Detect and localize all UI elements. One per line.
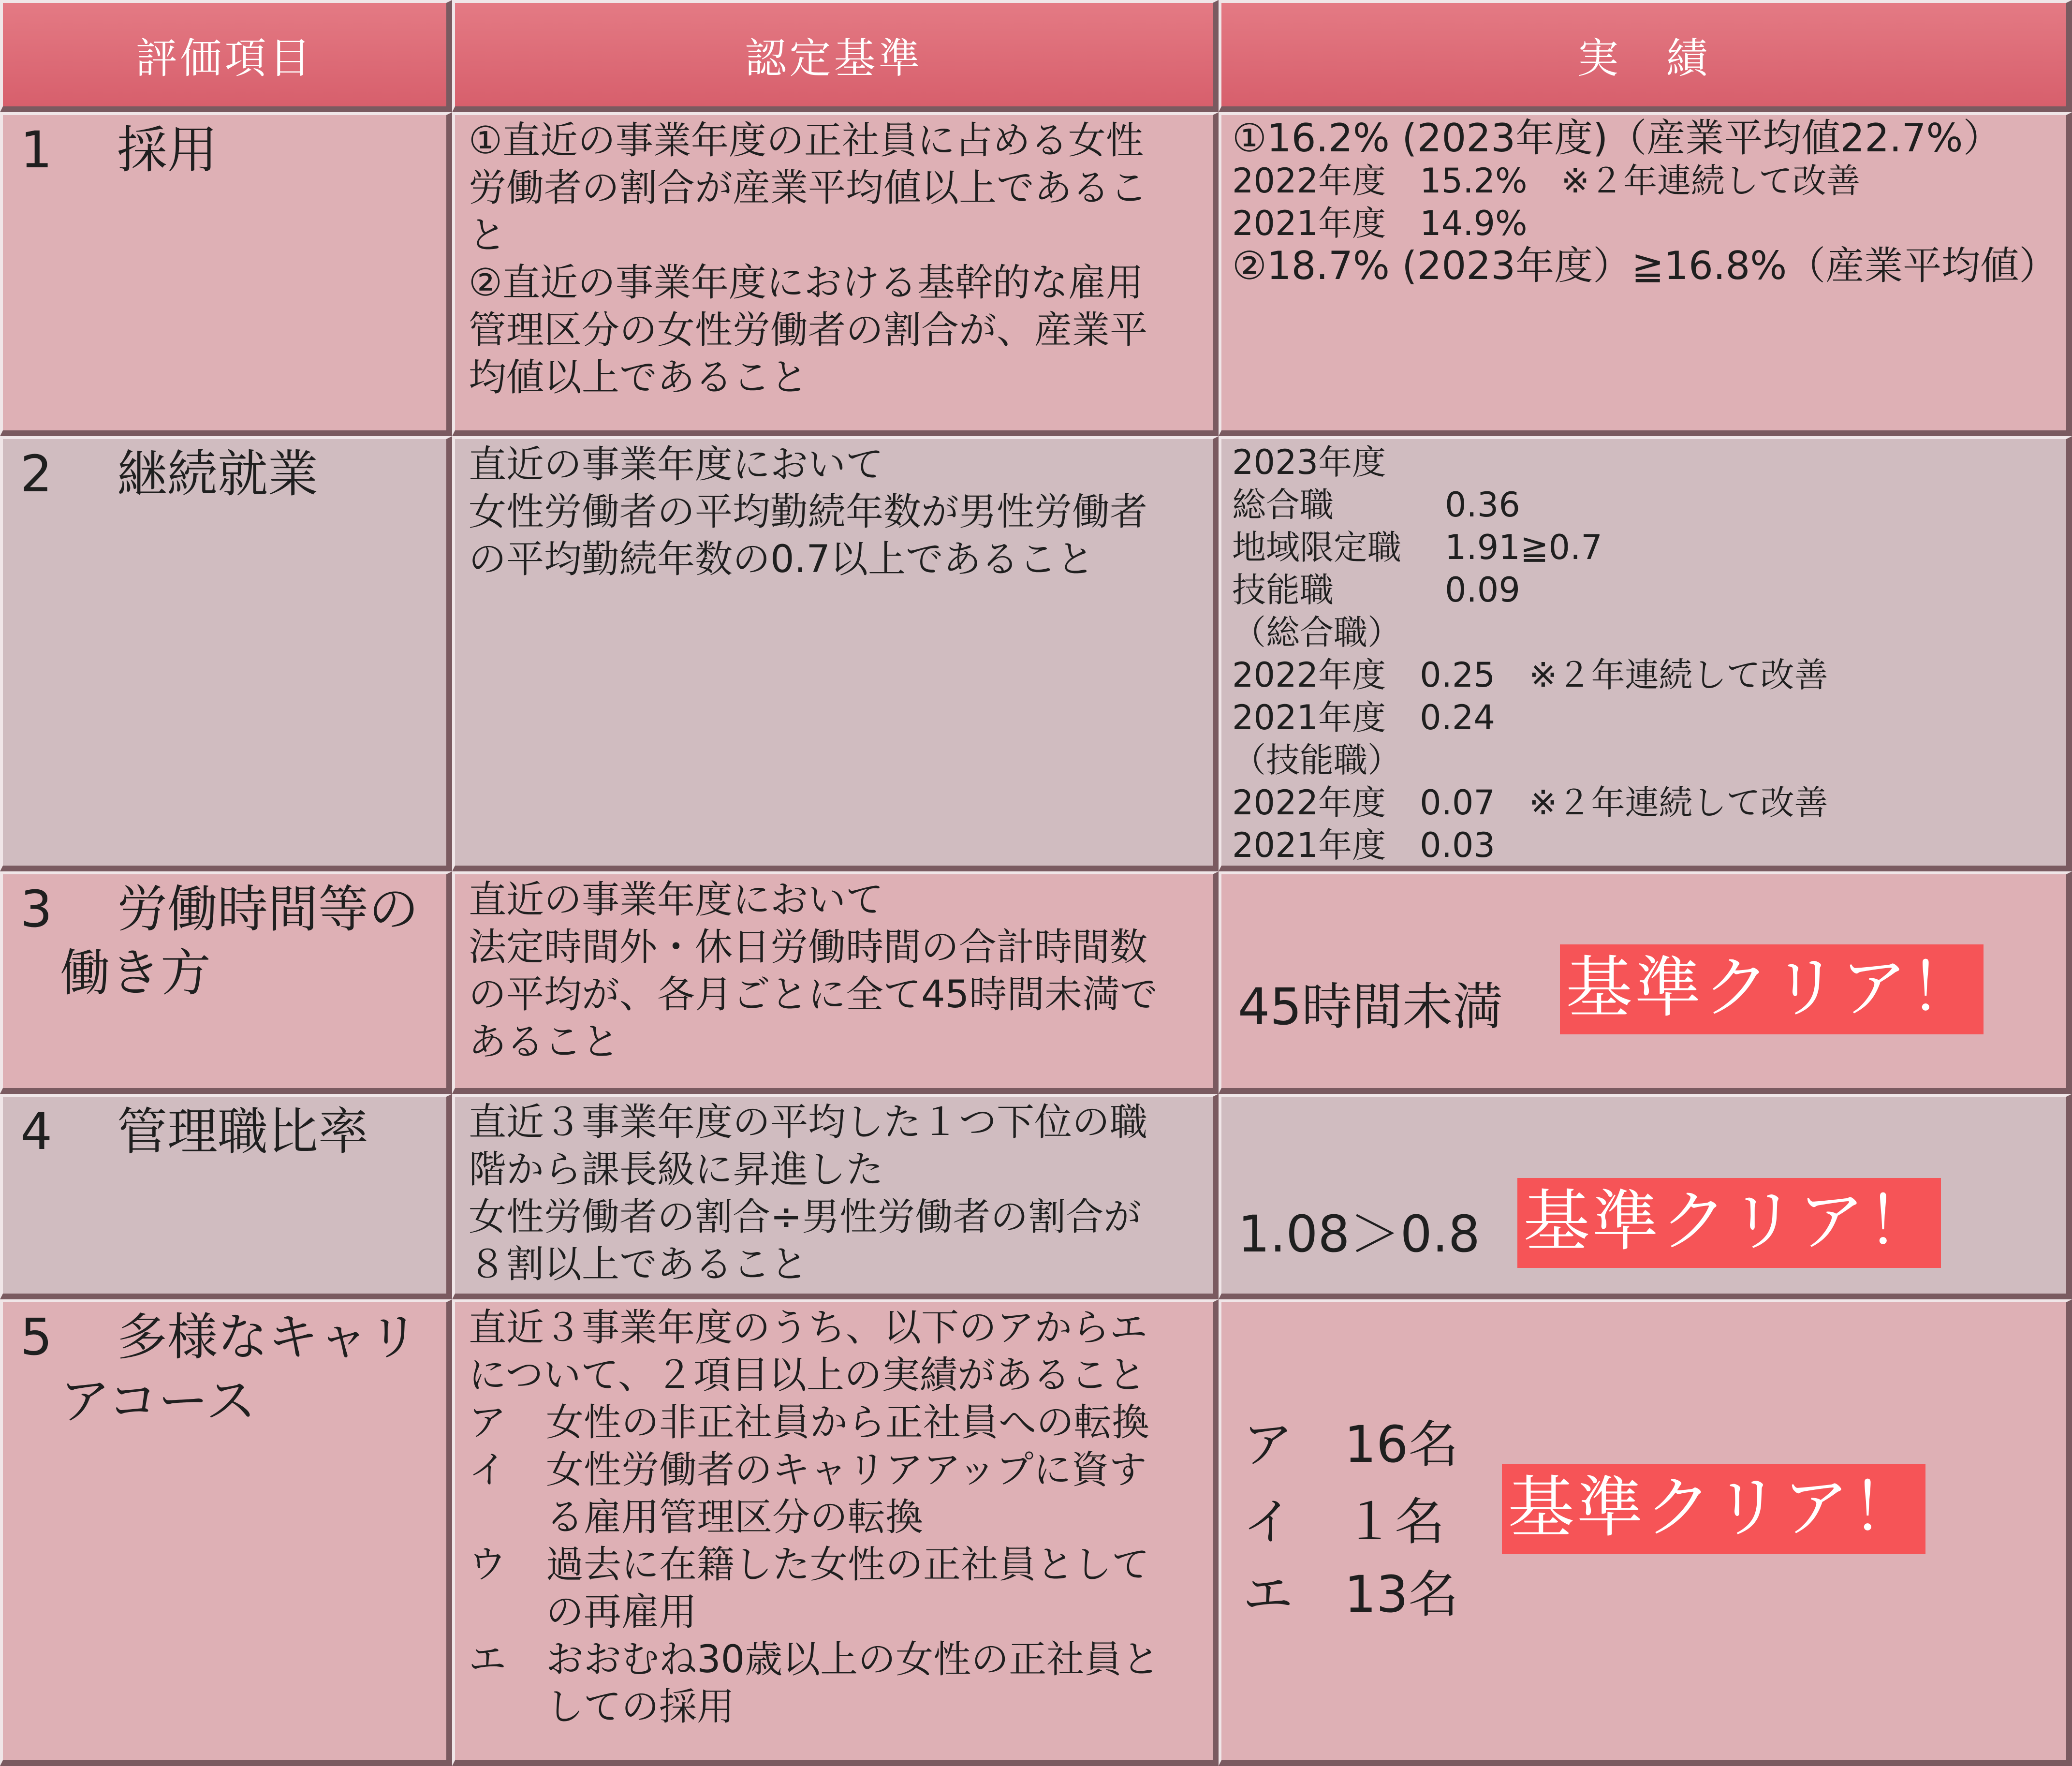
row-3-item-label: 労働時間等の [117,880,419,939]
result-list-key: エ [1243,1565,1293,1624]
row-2-criteria [452,436,1219,871]
criteria-list-key: ウ [469,1543,507,1587]
row-5-item-label: 多様なキャリ [117,1308,419,1367]
row-3-number: 3 [20,880,53,939]
result-pair-value: 0.36 [1445,485,1520,525]
result-line: 2021年度 0.24 [1232,698,1496,737]
row-4-results [1219,1094,2072,1299]
header-criteria [452,0,1219,112]
criteria-list-line: おおむね30歳以上の女性の正社員と [546,1638,1160,1681]
row-5-item [0,1299,452,1766]
result-pair [1232,484,2060,526]
criteria-line: 階から課長級に昇進した [469,1148,884,1192]
criteria-line: の平均勤続年数の0.7以上であること [469,538,1095,581]
row-4-item [0,1094,452,1299]
criteria-line: 管理区分の女性労働者の割合が、産業平 [469,309,1148,352]
result-pair [1232,569,2060,611]
row-5-results [1219,1299,2072,1766]
result-list-value: １名 [1344,1492,1445,1551]
criteria-line: について、２項目以上の実績があること [469,1354,1146,1397]
result-list-key: ア [1243,1415,1293,1474]
criteria-list-key: ア [469,1401,507,1444]
row-3-results [1219,871,2072,1094]
criteria-line: あること [469,1020,620,1064]
criteria-list-line: 女性の非正社員から正社員への転換 [546,1401,1150,1444]
row-5-criteria [452,1299,1219,1766]
row-4-criteria [452,1094,1219,1299]
row-5-number: 5 [20,1308,53,1367]
row-2-item [0,436,452,871]
criteria-met-badge: 基準クリア！ [1517,1178,1941,1268]
row-1-criteria [452,112,1219,436]
criteria-line: ①直近の事業年度の正社員に占める女性 [469,119,1144,162]
result-line: 2021年度 0.03 [1232,825,1496,865]
criteria-list-item [469,1399,1204,1446]
result-list-item [1243,1554,1458,1626]
row-1-item-label: 採用 [117,120,218,179]
result-pair [1232,526,2060,569]
criteria-line: 直近３事業年度の平均した１つ下位の職 [469,1101,1148,1144]
criteria-list-line: の再雇用 [546,1590,697,1634]
result-line: 2022年度 15.2% ※２年連続して改善 [1232,161,1861,201]
result-line: 2022年度 0.07 ※２年連続して改善 [1232,783,1828,823]
criteria-list-line: る雇用管理区分の転換 [546,1496,924,1539]
result-list-value: 16名 [1344,1415,1459,1474]
result-pair-label: 技能職 [1232,570,1334,610]
criteria-list-line: 過去に在籍した女性の正社員として [546,1543,1150,1587]
criteria-line: 直近の事業年度において [469,443,884,486]
row-4-item-label: 管理職比率 [117,1102,369,1161]
header-results-label: 実 績 [1577,34,1711,83]
criteria-list-line: しての採用 [546,1685,735,1729]
header-evaluation-item [0,0,452,112]
result-pair-value: 1.91≧0.7 [1445,528,1602,567]
row-2-item-label: 継続就業 [117,444,319,503]
result-line: （総合職） [1232,613,1401,652]
result-list-key: イ [1243,1492,1293,1551]
row-4-result-value: 1.08＞0.8 [1238,1205,1480,1264]
row-3-result-value: 45時間未満 [1238,977,1503,1036]
criteria-list-item [469,1446,1204,1541]
criteria-line: ８割以上であること [469,1243,808,1286]
result-list-item [1243,1481,1445,1554]
criteria-met-badge: 基準クリア！ [1560,944,1984,1034]
row-1-results [1219,112,2072,436]
result-list-item [1243,1404,1458,1476]
row-4-number: 4 [20,1102,53,1161]
criteria-line: と [469,214,507,257]
header-criteria-label: 認定基準 [745,34,923,83]
result-pair-value: 0.09 [1445,570,1520,610]
result-line: 2022年度 0.25 ※２年連続して改善 [1232,655,1828,695]
criteria-line: ②直近の事業年度における基幹的な雇用 [469,261,1144,305]
row-1-item [0,112,452,436]
criteria-line: 女性労働者の平均勤続年数が男性労働者 [469,490,1148,534]
row-3-item [0,871,452,1094]
result-pair-label: 総合職 [1232,485,1334,525]
criteria-line: 法定時間外・休日労働時間の合計時間数 [469,926,1148,969]
result-list-value: 13名 [1344,1565,1459,1624]
criteria-met-badge: 基準クリア！ [1502,1464,1925,1554]
header-results [1219,0,2072,112]
criteria-line: 均値以上であること [469,356,808,399]
criteria-line: 直近３事業年度のうち、以下のアからエ [469,1306,1148,1350]
criteria-list-line: 女性労働者のキャリアアップに資す [546,1448,1147,1492]
row-3-item-label-cont: 働き方 [60,943,211,1002]
criteria-list-key: エ [469,1638,507,1681]
result-line: ①16.2% (2023年度)（産業平均値22.7%） [1232,116,2002,161]
row-2-results [1219,436,2072,871]
criteria-line: 女性労働者の割合÷男性労働者の割合が [469,1195,1142,1239]
row-2-number: 2 [20,444,53,503]
result-line: 2021年度 14.9% [1232,204,1528,243]
result-line: （技能職） [1232,740,1401,780]
result-line: ②18.7% (2023年度）≧16.8%（産業平均値） [1232,243,2058,288]
result-year: 2023年度 [1232,442,1386,482]
row-5-item-label-cont: アコース [60,1371,256,1430]
criteria-line: 直近の事業年度において [469,878,884,922]
result-pair-label: 地域限定職 [1232,528,1401,567]
criteria-line: 労働者の割合が産業平均値以上であるこ [469,166,1148,210]
criteria-list-item [469,1636,1204,1731]
criteria-line: の平均が、各月ごとに全て45時間未満で [469,973,1158,1016]
row-3-criteria [452,871,1219,1094]
criteria-list-item [469,1541,1204,1636]
row-1-number: 1 [20,120,53,179]
header-evaluation-item-label: 評価項目 [135,34,314,83]
criteria-list-key: イ [469,1448,507,1492]
